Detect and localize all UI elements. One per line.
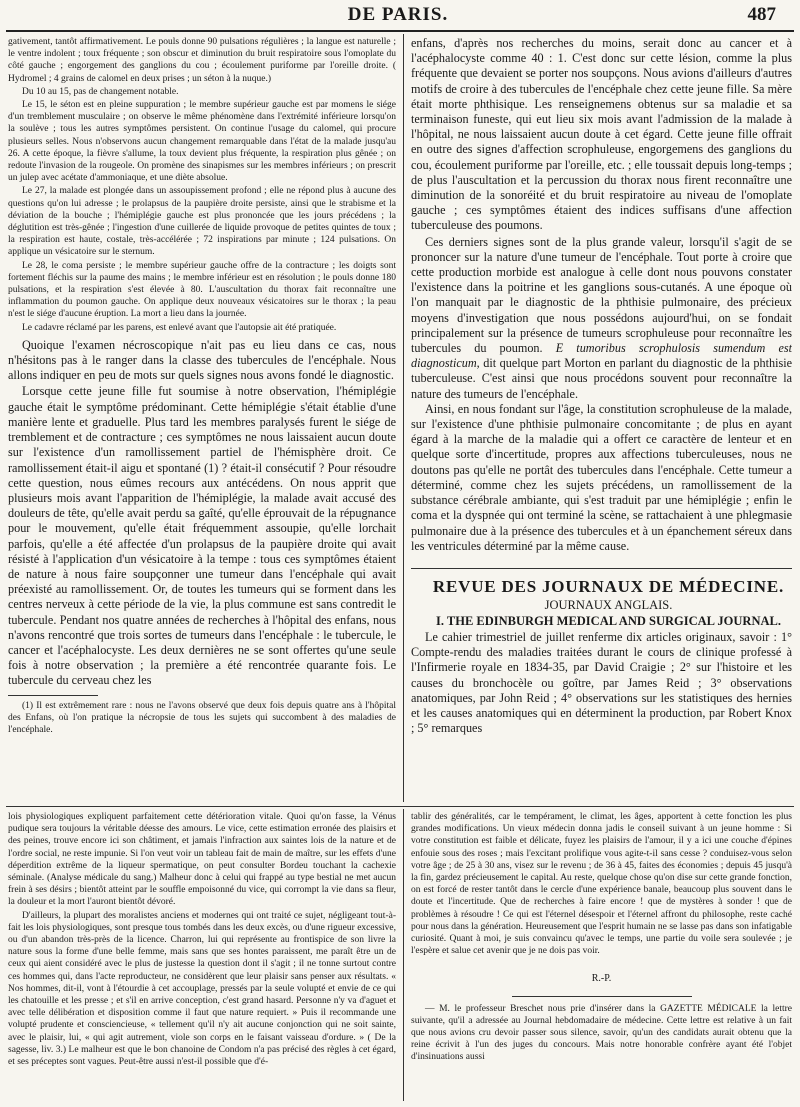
right-bottom-column <box>411 811 792 1103</box>
section-rule <box>411 568 792 569</box>
right-top-column <box>411 36 792 804</box>
essay-paragraph: D'ailleurs, la plupart des moralistes anciens et modernes qui ont traité ce sujet, négligeant tout-à-fait les lois physiologiques, sont presque tous tombés dans les deux excès, ou d'une rigueur excessive, ou d'un abandon très-près de la licence. Charron, lui qui représente au frontispice de son livre la nature sous la forme d'une belle femme, mais sans que ses hontes paraissent, me paraît être un de ceux qui aient considéré avec le plus de justesse la question dont il s'agit ; il ne tonne surtout contre ces hommes qui, dans l'acte reproducteur, ne considèrent que leur plaisir sans penser aux résultats. « Nos hommes, dit-il, vont à l'étourdie à cet accouplage, pressés par la seule volupté et envie de ce qui les chatouille et les presse ; et s'il en arrive conception, c'est grand hasard. Personne n'y va d'aguet et avec telle délibération et disposition comme il faut que nature requiert. » Puis il recommande une volupté prudente et consciencieuse, « tellement qu'il n'y ait aucune conjonction qui ne soit sainte, avec le plaisir, lui, « qui agit autrement, viole son corps en le faisant vaisseau d'ordure. » ( De la sagesse, liv. 3.) Le malheur est que le bon chanoine de Condom n'a pas précisé des règles à cet égard, et ses préceptes sont vagues. Peut-être aussi n'est-il possible que d'é- <box>8 910 396 1068</box>
header-rule <box>6 30 794 32</box>
case-paragraph: Le 15, le séton est en pleine suppuration ; le membre supérieur gauche est par momens le siége d'un tremblement musculaire ; on observe le même phénomène dans l'extrémité inférieure lorsqu'on la soulève ; tous les autres symptômes persistent. On continue l'usage du calomel, qui procure plusieurs selles. Nous n'observons aucun changement remarquable dans l'état de la malade jusqu'au 26. A cette époque, la fièvre s'allume, la toux devient plus fréquente, la respiration plus gênée ; on redoute l'invasion de la rougeole. On promène des sinapismes sur les membres inférieurs ; on prescrit un julep avec acétate d'ammoniaque, et une diète absolue. <box>8 100 396 184</box>
left-bottom-column <box>8 811 396 1103</box>
article-paragraph <box>411 235 792 402</box>
letter-paragraph: — M. le professeur Breschet nous prie d'insérer dans la GAZETTE MÉDICALE la lettre suivante, qu'il a adressée au Journal hebdomadaire de médecine. Cette lettre est relative à un fait que nous avions cru devoir passer sous silence, savoir, qu'un des candidats aurait obtenu que la reine écrivit à l'un des juges du concours. Mais notre honorable confrère ayant été l'objet d'insinuations aussi <box>411 1003 792 1063</box>
footnote: (1) Il est extrêmement rare : nous ne l'avons observé que deux fois depuis quatre ans à l'hôpital des Enfans, où l'on pratique la nécropsie de tous les sujets qui succombent à des maladies de l'encéphale. <box>8 700 396 735</box>
running-header-title: DE PARIS. <box>347 4 449 25</box>
column-divider-top <box>403 34 404 802</box>
case-paragraph: Le cadavre réclamé par les parens, est enlevé avant que l'autopsie ait été pratiquée. <box>22 322 337 333</box>
case-paragraph: gativement, tantôt affirmativement. Le pouls donne 90 pulsations régulières ; la langue est naturelle ; le ventre indolent ; toux fréquente ; son obscur et diminution du bruit respiratoire sous l'omoplate du côté gauche ; engorgement des ganglions du cou ; écoulement puriforme par l'oreille droite. ( Hydromel ; 4 grains de calomel en deux prises ; un séton à la nuque.) <box>8 37 396 84</box>
article-paragraph: Ainsi, en nous fondant sur l'âge, la constitution scrophuleuse de la malade, sur l'existence d'une phthisie pulmonaire concomitante ; de plus en ayant égard à la marche de la maladie qui a offert ce caractère de lenteur et en quelque sorte d'incertitude, propres aux affections tuberculeuses, nous ne doutons pas qu'elle ne portât des tubercules dans l'encéphale. Cette tumeur a déterminé, comme chez les sujets précédens, un ramollissement de la substance cérébrale ambiante, qui s'est traduit par une hémiplégie ; enfin le coma et la dyspnée qui ont terminé la scène, se rattachaient à une phlegmasie pulmonaire due à la présence des tubercules et à un épanchement séreux dans les ventricules déterminé par la même cause. <box>411 401 792 553</box>
middle-rule <box>6 806 794 807</box>
latin-quote: E tumoribus scrophulosis sumendum est diagnosticum, <box>411 341 792 371</box>
article-paragraph-text: dit quelque part Morton en parlant du diagnostic de la phthisie tuberculeuse. C'est ainsi que nous procédons souvent pour reconnaître la nature des tumeurs de l'encéphale. <box>411 356 792 401</box>
section-title: REVUE DES JOURNAUX DE MÉDECINE. <box>432 576 785 596</box>
diagnosis-paragraph: Quoique l'examen nécroscopique n'ait pas eu lieu dans ce cas, nous n'hésitons pas à le ranger dans la classe des tubercules de l'encéphale. Nous allons indiquer en peu de mots sur quels signes nous avons fondé le diagnostic. <box>8 337 396 383</box>
journal-intro: Le cahier trimestriel de juillet renferme dix articles originaux, savoir : 1° Compte-rendu des maladies traitées durant le cours de clinique professé à l'Infirmerie royale en 1834-35, par David Craigie ; 2° sur l'histoire et les causes du bronchocèle ou goître, par James Reid ; 3° observations anatomiques, par John Reid ; 4° observations sur les statistiques des hernies et les causes anatomiques qui en déterminent la production, par Robert Knox ; 5° remarques <box>411 629 792 736</box>
section-subtitle: JOURNAUX ANGLAIS. <box>544 597 673 612</box>
journal-heading: I. THE EDINBURGH MEDICAL AND SURGICAL JOURNAL. <box>436 613 781 628</box>
essay-paragraph: tablir des généralités, car le tempérament, le climat, les âges, apportent à cette fonction les plus grandes modifications. Un vieux médecin donna jadis le conseil suivant à un jeune homme : Si votre constitution est faible et délicate, fuyez les plaisirs de l'amour, il y a ici une couche d'épines enfouie sous des roses ; mais l'excitant prolifique vous agite-t-il sans cesse ? conduisez-vous selon votre âge ; de 25 à 30 ans, visez sur le revenu ; de 36 à 45, faites des économies ; depuis 45 jusqu'à la fin, gardez précieusement le capital. Au reste, quelque chose qu'on dise sur cette grande fonction, on est forcé de rester tantôt dans le cercle d'une expérience banale, beaucoup plus souvent dans le doute et l'incertitude. Que de recherches à faire encore ! que de mystères à sonder ! que de problèmes à résoudre ! Ce qui est l'éternel désespoir et l'éternel affront du philosophe, reste caché pour nous dans la génération. Heureusement que l'esprit humain ne se lasse pas dans son infatigable curiosité. Quant à moi, je suis convaincu qu'avec le temps, une partie du voile sera soulevée ; je l'espère et salue cet avenir que je ne dois pas voir. <box>411 812 792 957</box>
article-paragraph: enfans, d'après nos recherches du moins, serait donc au cancer et à l'acéphalocyste comme 40 : 1. C'est donc sur cette lésion, comme la plus fréquente que devaient se porter nos soupçons. Nous avions d'ailleurs d'autres motifs de croire à des tubercules de l'encéphale chez cette jeune fille. Sa mère était morte phthisique. Les renseignemens obtenus sur sa maladie et sa terminaison funeste, qui eut lieu six mois avant l'admission de la malade à l'hôpital, ne nous laissaient aucun doute à cet égard. Cette jeune fille offrait en outre des signes d'affection scrophuleuse, engorgemens des ganglions du cou, écoulement puriforme par l'oreille, etc. ; elle toussait depuis long-temps ; de plus l'auscultation et la percussion du thorax nous firent reconnaître une diminution de la sonoréité et du bruit respiratoire au niveau de l'omoplate gauche ; ces symptômes étaient des indices suffisans d'une affection tuberculeuse des poumons. <box>411 36 792 233</box>
case-paragraph: Le 28, le coma persiste ; le membre supérieur gauche offre de la contracture ; les doigts sont fortement fléchis sur la paume des mains ; le membre inférieur est en résolution ; le pouls donne 180 pulsations, et la respiration s'est élevée à 80. L'auscultation du thorax fait reconnaître une inflammation du poumon gauche. On applique deux nouveaux vésicatoires sur le thorax ; la peau n'est le siége d'aucune éruption. La mort a lieu dans la journée. <box>8 260 396 320</box>
case-paragraph: Du 10 au 15, pas de changement notable. <box>22 86 179 97</box>
column-divider-bottom <box>403 809 404 1101</box>
essay-paragraph: lois physiologiques expliquent parfaitement cette détérioration vitale. Quoi qu'on fasse, la Vénus pudique sera toujours la véritable déesse des amours. Le vice, cette estimation erronée des plaisirs et des peines, trouve encore ici son châtiment, et jamais l'infraction aux saintes lois de la nature et de l'ordre social, ne reste impunie. Si l'on veut voir un tableau fait de main de maître, sur les effets d'une déperdition extrême de la liqueur spermatique, on peut consulter Bordeu touchant la cachexie séminale. (Analyse médicale du sang.) Malheur donc à celui qui frappé au type bestial ne met aucun frein à ses désirs ; bientôt atteint par le souffle empoisonné du vice, qui corrompt la vie dans sa fleur, la douleur et la mort l'auront bientôt dévoré. <box>8 812 396 908</box>
page-number: 487 <box>747 4 776 25</box>
case-paragraph: Le 27, la malade est plongée dans un assoupissement profond ; elle ne répond plus à aucune des questions qu'on lui adresse ; le prolapsus de la paupière droite persiste, ainsi que le strabisme et la déviation de la bouche ; l'hémiplégie gauche est plus prononcée que les jours précédens ; la déglutition est très-gênée ; l'ingestion d'une cuillerée de liquide provoque de petites quintes de toux ; la respiration est haute, costale, très-accélérée ; 72 inspirations par minute ; 124 pulsations. On applique un vésicatoire sur le sternum. <box>8 186 396 258</box>
separator-rule <box>512 996 692 997</box>
author-signature: R.-P. <box>591 973 612 985</box>
article-paragraph-text: Ces derniers signes sont de la plus grande valeur, lorsqu'il s'agit de se prononcer sur la nature d'une tumeur de l'encéphale. Tout porte à croire que cette production morbide est analogue à celle dont nous pouvons constater l'existence dans la poitrine et les ganglions sous-cutanés. A une époque où l'on manquait par le diagnostic de la phthisie pulmonaire, des précieux moyens d'investigation que nous possédons aujourd'hui, on se fondait principalement sur la présence de tumeurs scrophuleuse pour reconnaître les tubercules du poumon. <box>411 234 792 356</box>
footnote-rule <box>8 695 98 696</box>
diagnosis-paragraph: Lorsque cette jeune fille fut soumise à notre observation, l'hémiplégie gauche était le symptôme prédominant. Cette hémiplégie s'était établie d'une manière lente et graduelle. Plus tard les membres paralysés furent le siége de tremblement et de contracture ; ces symptômes ne nous laissaient aucun doute sur l'existence d'un ramollissement partiel de l'hémisphère droit. Ce ramollissement était-il aigu et spontané (1) ? était-il consécutif ? Pour résoudre cette question, nous eûmes recours aux antécédens. On nous apprit que plusieurs mois avant l'apparition de l'hémiplégie, la malade avait accusé des douleurs de tête, qu'elle avait perdu sa gaîté, qu'elle éprouvait de la répugnance pour le mouvement, qu'elle était fréquemment assoupie, qu'elle lorchait parfois, qu'elle a été affectée d'un prolapsus de la paupière droite qui avait résisté à l'application d'un vésicatoire à la tempe : tous ces symptômes étaient de nature à nous faire soupçonner une tumeur dans l'encéphale qui avait préexisté au ramollissement. Or, de toutes les tumeurs qui se forment dans les centres nerveux à cette période de la vie, la plus commune est sans contredit le tubercule. Pendant nos quatre années de recherches à l'hôpital des enfans, nous n'avons rencontré que trois sortes de tumeurs dans l'encéphale : le tubercule, le cancer et l'acéphalocyste. Les deux dernières ne se sont offertes qu'une seule fois à notre observation ; la première a été rencontrée quarante fois. Le tubercule du cerveau chez les <box>8 384 396 688</box>
left-top-column <box>8 36 396 804</box>
